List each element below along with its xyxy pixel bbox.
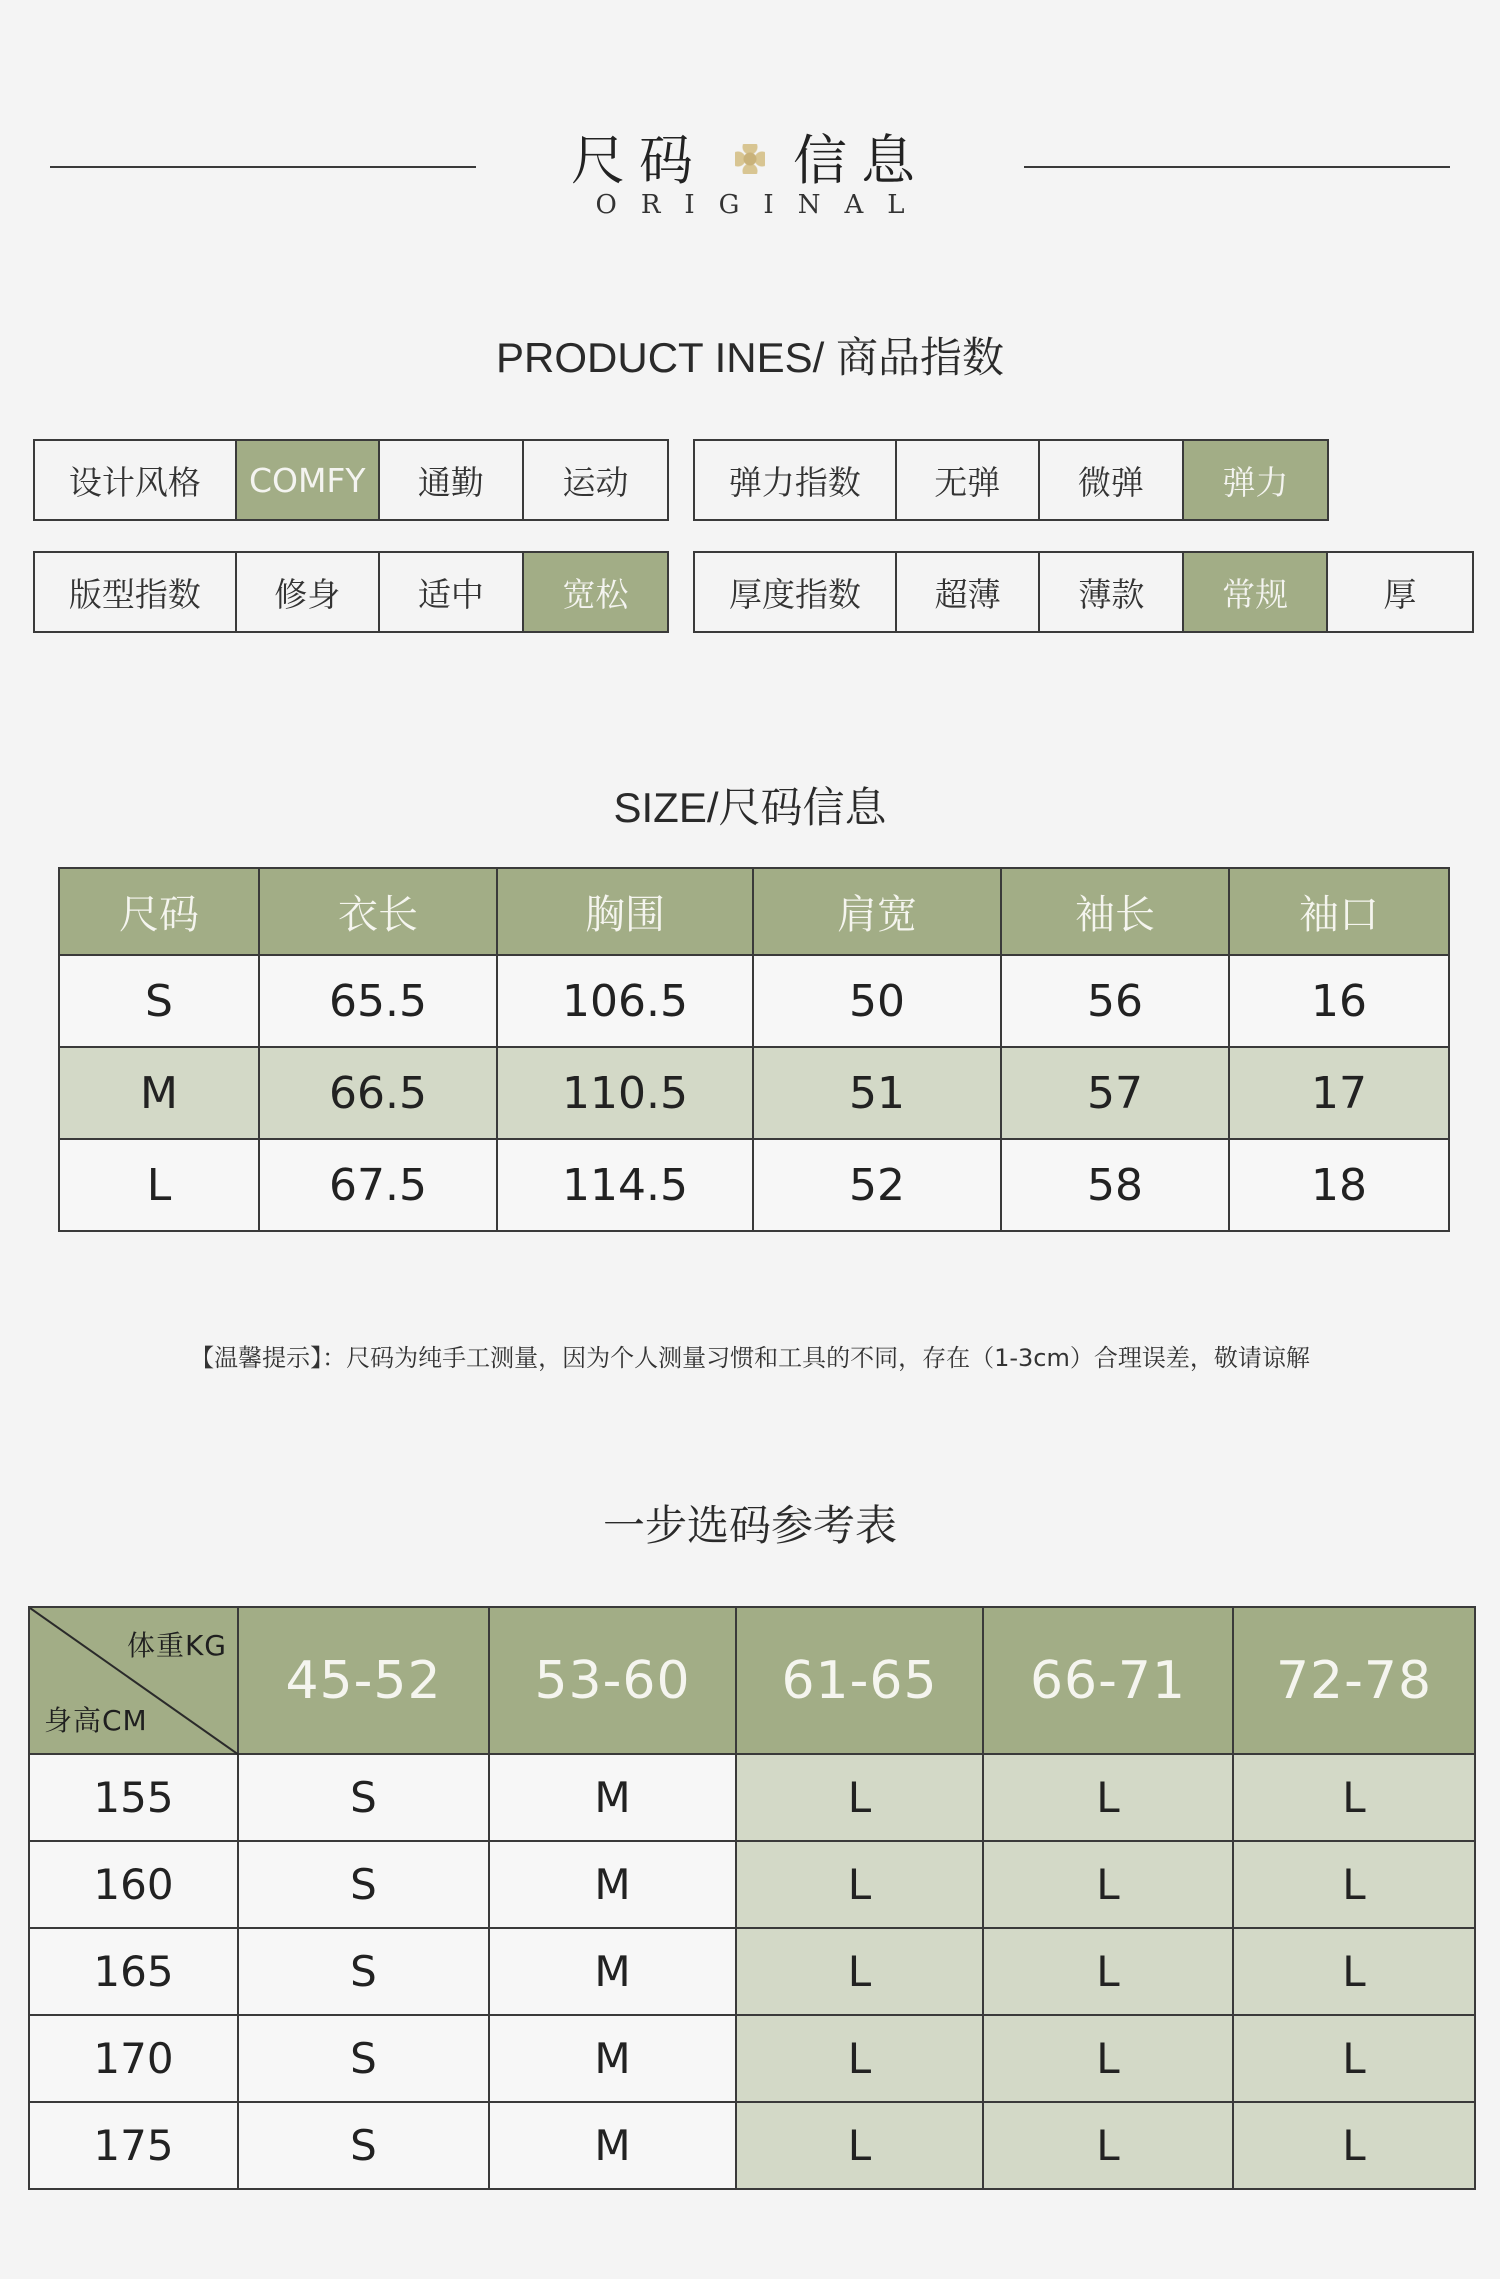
index-label: 版型指数 (35, 553, 237, 631)
size-cell: S (238, 1754, 489, 1841)
index-label: 厚度指数 (695, 553, 897, 631)
size-cell: L (736, 1928, 983, 2015)
product-index-title: PRODUCT INES/ 商品指数 (496, 334, 1004, 381)
size-cell: S (238, 1841, 489, 1928)
size-cell: L (983, 2015, 1233, 2102)
size-cell: M (489, 2102, 736, 2189)
size-cell: M (489, 1841, 736, 1928)
table-row (29, 2102, 1475, 2189)
size-cell: M (59, 1047, 259, 1139)
column-header: 袖长 (1001, 868, 1229, 955)
index-option: 通勤 (380, 441, 524, 519)
table-cell: 114.5 (497, 1139, 753, 1231)
index-option-selected: COMFY (237, 441, 380, 519)
weight-header: 45-52 (238, 1607, 489, 1754)
height-label: 身高CM (44, 1704, 148, 1737)
index-row-fit (33, 551, 669, 633)
size-cell: L (983, 2102, 1233, 2189)
weight-header: 61-65 (736, 1607, 983, 1754)
table-row (59, 1139, 1449, 1231)
column-header: 尺码 (59, 868, 259, 955)
table-cell: 57 (1001, 1047, 1229, 1139)
table-cell: 50 (753, 955, 1001, 1047)
index-option: 薄款 (1040, 553, 1184, 631)
table-cell: 52 (753, 1139, 1001, 1231)
index-row-thickness (693, 551, 1474, 633)
size-cell: L (1233, 2102, 1475, 2189)
table-row (59, 1047, 1449, 1139)
table-cell: 106.5 (497, 955, 753, 1047)
index-option: 运动 (562, 462, 629, 502)
size-cell: L (59, 1139, 259, 1231)
table-cell: 51 (753, 1047, 1001, 1139)
table-row (29, 1841, 1475, 1928)
size-cell: L (736, 1841, 983, 1928)
column-header: 胸围 (497, 868, 753, 955)
size-cell: L (983, 1841, 1233, 1928)
page-title (0, 118, 1500, 195)
table-cell: 65.5 (259, 955, 497, 1047)
measurement-note: 【温馨提示】：尺码为纯手工测量，因为个人测量习惯和工具的不同，存在（1-3cm）合理误差，敬请谅解 (190, 1344, 1310, 1372)
index-option: 厚 (1383, 574, 1417, 614)
size-table (58, 867, 1450, 1232)
size-guide-title: 一步选码参考表 (602, 1502, 897, 1549)
index-option-selected: 弹力 (1184, 441, 1327, 519)
height-cell: 165 (29, 1928, 238, 2015)
index-option: 适中 (380, 553, 524, 631)
index-row-style (33, 439, 669, 521)
weight-header: 72-78 (1233, 1607, 1475, 1754)
index-label: 弹力指数 (695, 441, 897, 519)
column-header: 衣长 (259, 868, 497, 955)
size-cell: L (983, 1754, 1233, 1841)
index-option: 无弹 (897, 441, 1040, 519)
size-cell: L (983, 1928, 1233, 2015)
table-row (29, 2015, 1475, 2102)
size-cell: L (1233, 2015, 1475, 2102)
weight-label: 体重KG (126, 1629, 227, 1662)
index-option: 微弹 (1040, 441, 1184, 519)
height-cell: 175 (29, 2102, 238, 2189)
table-cell: 58 (1001, 1139, 1229, 1231)
index-row-elasticity (693, 439, 1329, 521)
size-cell: M (489, 1928, 736, 2015)
size-cell: M (489, 1754, 736, 1841)
table-cell: 17 (1229, 1047, 1449, 1139)
table-row (59, 955, 1449, 1047)
index-option: 修身 (237, 553, 380, 631)
size-guide-table (28, 1606, 1476, 2190)
weight-header: 53-60 (489, 1607, 736, 1754)
size-cell: M (489, 2015, 736, 2102)
size-cell: S (238, 1928, 489, 2015)
index-option-selected: 常规 (1184, 553, 1327, 631)
table-cell: 16 (1229, 955, 1449, 1047)
index-option-selected: 宽松 (524, 553, 667, 631)
size-cell: S (59, 955, 259, 1047)
size-cell: L (1233, 1928, 1475, 2015)
weight-header: 66-71 (983, 1607, 1233, 1754)
size-cell: L (1233, 1754, 1475, 1841)
table-cell: 18 (1229, 1139, 1449, 1231)
diagonal-header-cell (29, 1607, 238, 1754)
size-guide-header (29, 1607, 1475, 1754)
title-right: 信息 (793, 129, 929, 192)
size-cell: L (736, 2015, 983, 2102)
table-cell: 110.5 (497, 1047, 753, 1139)
index-label: 设计风格 (35, 441, 237, 519)
size-cell: L (736, 2102, 983, 2189)
table-row (29, 1928, 1475, 2015)
column-header: 肩宽 (753, 868, 1001, 955)
index-option: 超薄 (897, 553, 1040, 631)
table-cell: 66.5 (259, 1047, 497, 1139)
height-cell: 155 (29, 1754, 238, 1841)
flower-seal-icon (735, 144, 765, 174)
size-cell: S (238, 2102, 489, 2189)
table-cell: 56 (1001, 955, 1229, 1047)
column-header: 袖口 (1229, 868, 1449, 955)
table-cell: 67.5 (259, 1139, 497, 1231)
size-cell: S (238, 2015, 489, 2102)
height-cell: 160 (29, 1841, 238, 1928)
size-table-header (59, 868, 1449, 955)
table-row (29, 1754, 1475, 1841)
size-cell: L (1233, 1841, 1475, 1928)
page-subtitle: ORIGINAL (595, 190, 929, 220)
title-left: 尺码 (571, 129, 707, 192)
height-cell: 170 (29, 2015, 238, 2102)
size-info-title: SIZE/尺码信息 (613, 784, 887, 831)
size-cell: L (736, 1754, 983, 1841)
